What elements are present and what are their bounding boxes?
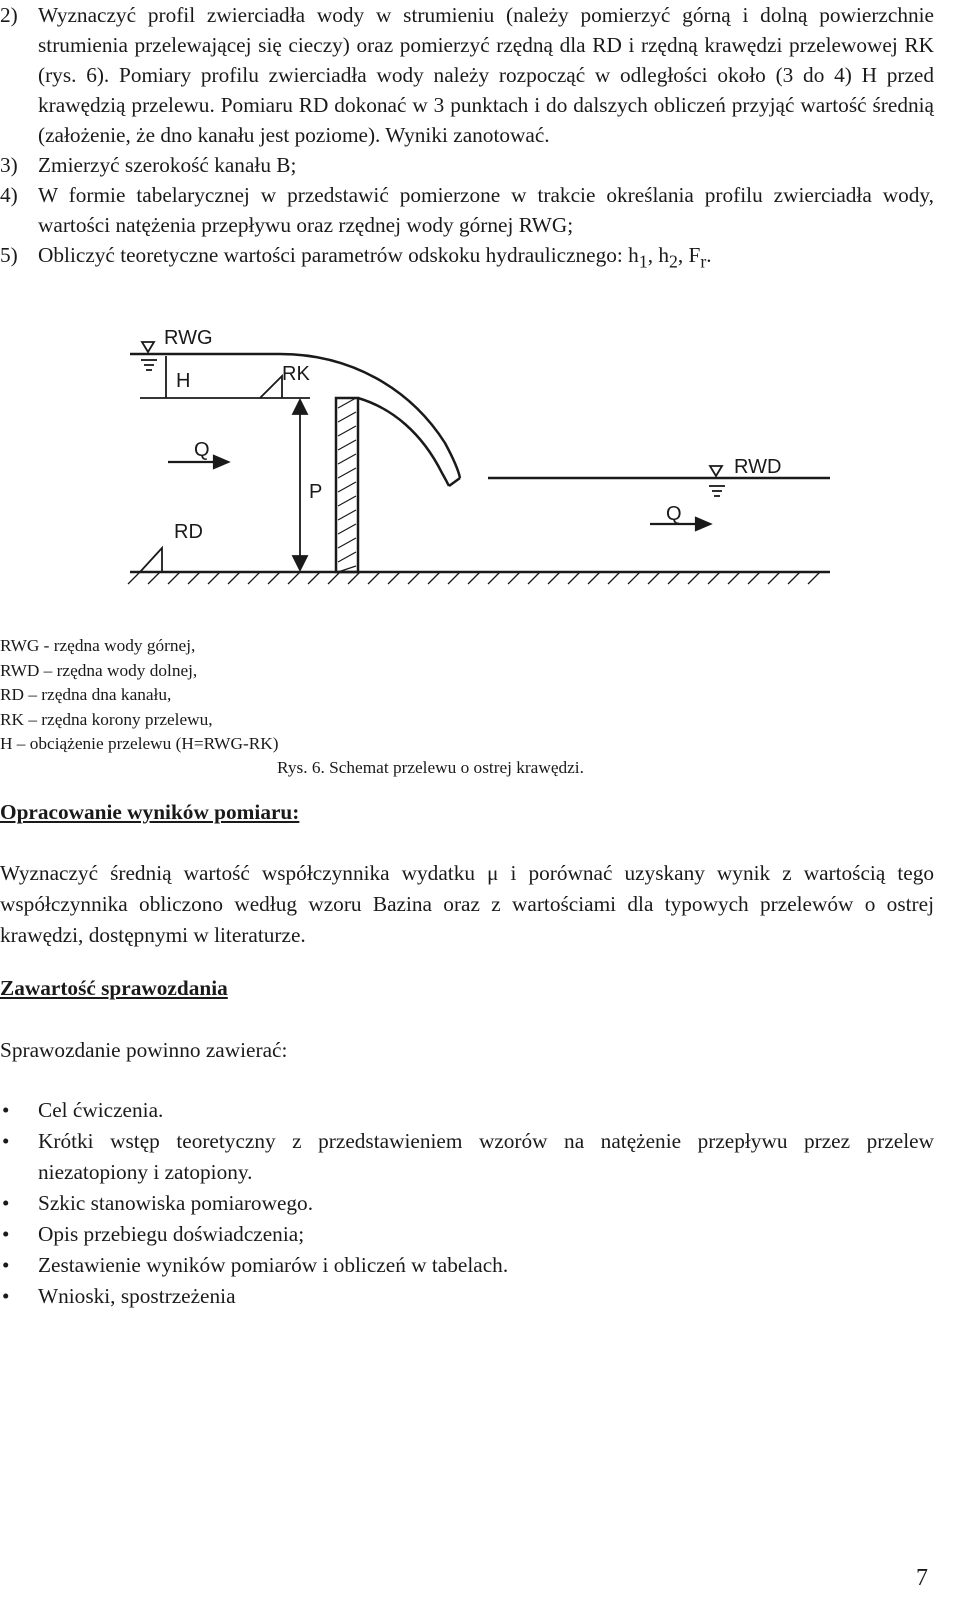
- rd-level-marker: [140, 548, 162, 572]
- list-item: [0, 1219, 934, 1250]
- list-item: [0, 180, 934, 240]
- section-heading-results: Opracowanie wyników pomiaru:: [0, 800, 300, 824]
- bullet-icon: •: [2, 1222, 10, 1246]
- legend-item: RWG - rzędna wody górnej,: [0, 636, 196, 655]
- list-item-number: 3): [0, 153, 18, 177]
- list-item-number: 5): [0, 243, 18, 267]
- list-item-number: 4): [0, 183, 18, 207]
- q-upstream-label: Q: [194, 439, 210, 461]
- weir-diagram-svg: [110, 318, 830, 608]
- weir-diagram: [110, 318, 830, 608]
- h-label: H: [176, 370, 191, 392]
- list-item-text: Szkic stanowiska pomiarowego.: [38, 1191, 314, 1215]
- results-paragraph: Wyznaczyć średnią wartość współczynnika wydatku μ i porównać uzyskany wynik z wartością tego współczynnika obliczono według wzoru Bazina oraz z wartościami dla typowych przelewów o ostrej krawędzi, dostępnymi w literaturze.: [0, 861, 934, 947]
- list-item-text: Wyznaczyć profil zwierciadła wody w strumieniu (należy pomierzyć górną i dolną powierzchnie strumienia przelewającej się cieczy) oraz pomierzyć rzędną dla RD i rzędną krawędzi przelewowej RK (rys. 6). Pomiary profilu zwierciadła wody należy rozpocząć w odległości około (3 do 4) H przed krawędzią przelewu. Pomiaru RD dokonać w 3 punktach i do dalszych obliczeń przyjąć wartość średnią (założenie, że dno kanału jest poziome). Wyniki zanotować.: [38, 3, 934, 147]
- report-contents-list: [0, 1095, 934, 1312]
- subscript: 1: [638, 251, 648, 272]
- text-fragment: , F: [677, 243, 701, 267]
- list-item-number: 2): [0, 3, 18, 27]
- report-intro: Sprawozdanie powinno zawierać:: [0, 1038, 288, 1062]
- figure-legend: [0, 634, 278, 757]
- list-item: [0, 240, 934, 276]
- text-fragment: , h: [647, 243, 669, 267]
- bullet-icon: •: [2, 1284, 10, 1308]
- list-item: [0, 1126, 934, 1188]
- bullet-icon: •: [2, 1253, 10, 1277]
- p-dimension: [293, 400, 307, 570]
- weir-wall: [336, 398, 358, 572]
- bullet-icon: •: [2, 1191, 10, 1215]
- channel-bottom: [128, 572, 830, 584]
- rwd-label: RWD: [734, 456, 782, 478]
- legend-item: RWD – rzędna wody dolnej,: [0, 660, 198, 680]
- list-item-text: [38, 240, 934, 276]
- text-fragment: Obliczyć teoretyczne wartości parametrów odskoku hydraulicznego: h: [38, 243, 639, 267]
- rwg-label: RWG: [164, 327, 213, 349]
- page-number: 7: [916, 1565, 928, 1591]
- list-item: [0, 1250, 934, 1281]
- figure-caption: Rys. 6. Schemat przelewu o ostrej krawędzi.: [277, 758, 584, 777]
- subscript: 2: [669, 251, 678, 272]
- rk-label: RK: [282, 363, 310, 385]
- bullet-icon: •: [2, 1129, 10, 1153]
- legend-item: RD – rzędna dna kanału,: [0, 685, 172, 705]
- water-nappe: [130, 354, 830, 486]
- p-label: P: [309, 481, 323, 503]
- list-item: [0, 1281, 934, 1312]
- rwg-level-marker: [141, 342, 157, 370]
- q-downstream-label: Q: [666, 503, 682, 525]
- numbered-list: [0, 0, 934, 276]
- list-item: [0, 0, 934, 150]
- legend-item: H – obciążenie przelewu (H=RWG-RK): [0, 734, 279, 754]
- bullet-icon: •: [2, 1098, 10, 1122]
- list-item-text: Cel ćwiczenia.: [38, 1098, 164, 1122]
- list-item-text: W formie tabelarycznej w przedstawić pomierzone w trakcie określania profilu zwierciadła wody, wartości natężenia przepływu oraz rzędnej wody górnej RWG;: [38, 183, 934, 237]
- subscript: r: [700, 251, 707, 272]
- rd-label: RD: [174, 521, 203, 543]
- list-item-text: Krótki wstęp teoretyczny z przedstawieniem wzorów na natężenie przepływu przez przelew niezatopiony i zatopiony.: [38, 1129, 934, 1184]
- list-item-text: Zestawienie wyników pomiarów i obliczeń w tabelach.: [38, 1253, 509, 1277]
- rk-level-marker: [260, 376, 282, 398]
- rwd-level-marker: [709, 466, 725, 496]
- list-item: [0, 1188, 934, 1219]
- list-item: [0, 150, 934, 180]
- legend-item: RK – rzędna korony przelewu,: [0, 709, 213, 729]
- section-heading-report: Zawartość sprawozdania: [0, 976, 228, 1000]
- list-item-text: Wnioski, spostrzeżenia: [38, 1284, 236, 1308]
- list-item: [0, 1095, 934, 1126]
- list-item-text: Zmierzyć szerokość kanału B;: [38, 153, 297, 177]
- text-fragment: .: [706, 243, 712, 267]
- list-item-text: Opis przebiegu doświadczenia;: [38, 1222, 305, 1246]
